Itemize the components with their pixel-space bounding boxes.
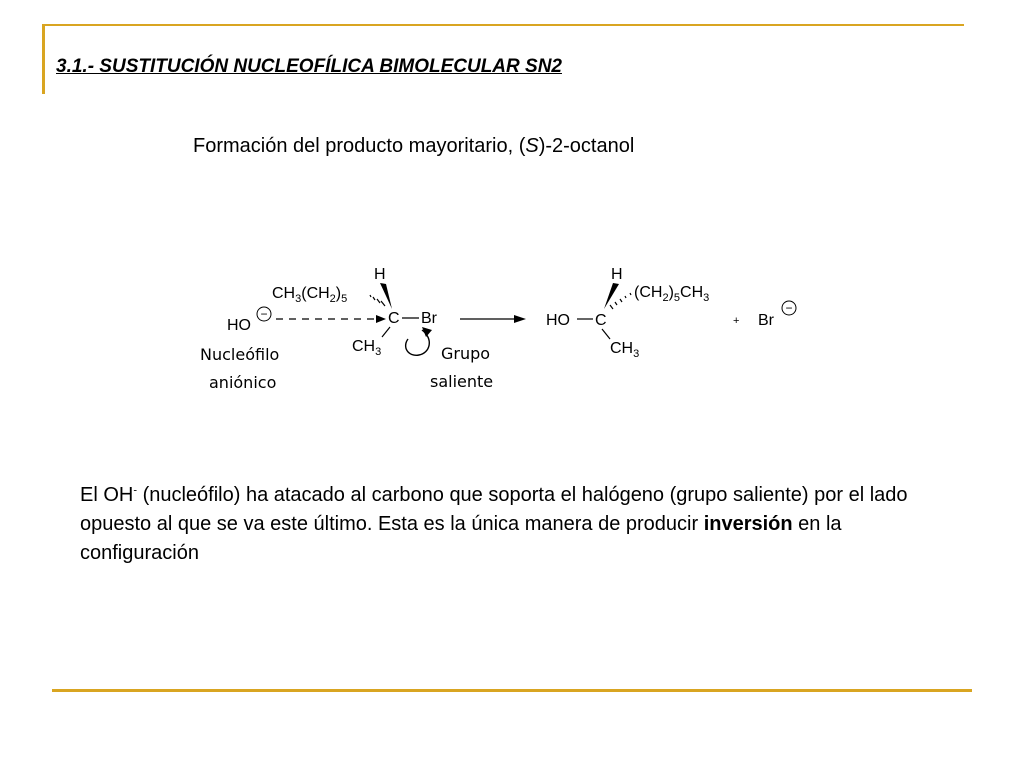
slide-title: 3.1.- SUSTITUCIÓN NUCLEOFÍLICA BIMOLECULAR SN2 — [56, 56, 562, 77]
bottom-border-line — [52, 689, 972, 692]
reactant-methyl-label: $CH_3$ — [352, 338, 382, 358]
product-c-methyl-bond — [602, 329, 610, 339]
leaving-annotation-line1: Grupo — [441, 344, 491, 363]
subtitle-text-after: )-2-octanol — [538, 135, 635, 157]
reactant-center-carbon: C — [388, 310, 400, 327]
nucleophile-annotation-line1: Nucleófilo — [200, 345, 280, 364]
product-hashed-bond — [610, 293, 631, 309]
product-center-carbon: C — [595, 312, 607, 329]
product-h-label: H — [611, 266, 623, 283]
paragraph-part2: (nucleófilo) ha atacado al carbono que soporta el halógeno (grupo saliente) por el lado opuesto al que se va este último. Esta es la única manera de producir — [80, 484, 908, 535]
explanation-paragraph — [80, 481, 940, 568]
reactant-h-label: H — [374, 266, 386, 283]
reactant-c-methyl-bond — [382, 327, 390, 337]
top-border-line — [42, 24, 964, 26]
reactant-leaving-bromine: Br — [421, 310, 437, 327]
bromide-label: Br — [758, 312, 774, 329]
paragraph-part3: en la configuración — [80, 513, 842, 564]
left-border-line — [42, 24, 45, 94]
plus-sign: + — [733, 315, 740, 327]
reaction-arrow-head — [514, 315, 526, 323]
reactant-hashed-bond — [370, 295, 385, 306]
slide-subtitle — [193, 135, 634, 158]
bromide-charge-sign: − — [785, 301, 793, 315]
reactant-wedge-bond — [380, 283, 392, 309]
subtitle-text-before: Formación del producto mayoritario, ( — [193, 135, 526, 157]
reaction-scheme — [190, 255, 830, 405]
paragraph-bold-term: inversión — [703, 513, 793, 535]
leaving-annotation-line2: saliente — [430, 372, 494, 391]
nucleophile-attack-arrowhead — [376, 315, 386, 323]
paragraph-part1: El OH — [80, 484, 134, 506]
nucleophile-charge-sign: − — [260, 307, 268, 321]
subtitle-stereo-descriptor: S — [525, 135, 539, 157]
reactant-chain-label: $CH_3(CH_2)_5$ — [272, 285, 348, 305]
product-methyl-label: $CH_3$ — [610, 340, 640, 360]
nucleophile-label: HO — [227, 317, 251, 334]
paragraph-superscript: - — [133, 484, 138, 497]
product-hydroxyl-label: HO — [546, 312, 570, 329]
product-chain-label: $(CH_2)_5CH_3$ — [634, 284, 710, 304]
nucleophile-annotation-line2: aniónico — [209, 373, 277, 392]
